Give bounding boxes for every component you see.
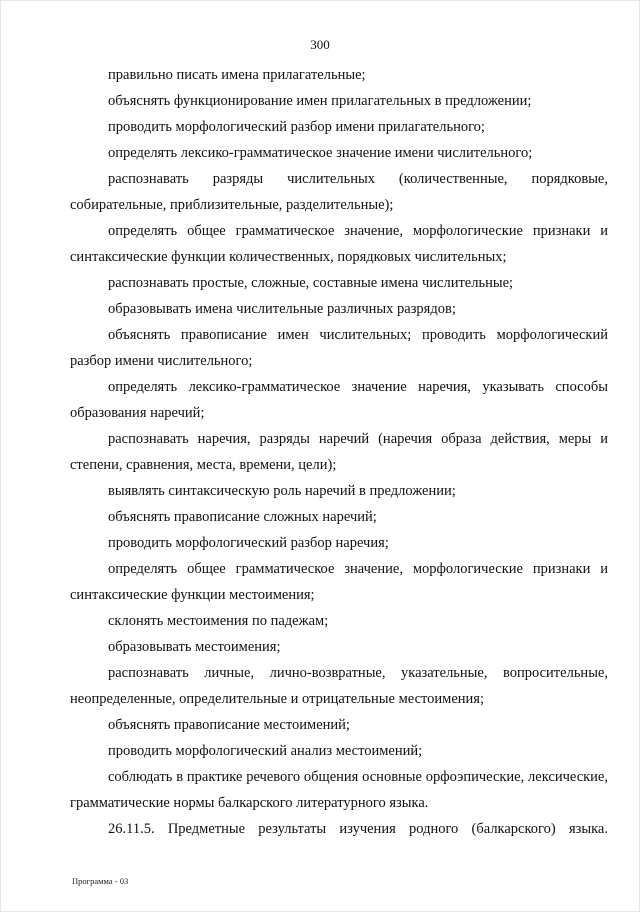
paragraph: соблюдать в практике речевого общения основные орфоэпические, лексические, грамматические нормы балкарского литературного языка. [70, 769, 608, 811]
paragraph: проводить морфологический анализ местоимений; [108, 743, 423, 759]
paragraph: образовывать имена числительные различных разрядов; [108, 301, 456, 317]
paragraph: проводить морфологический разбор имени прилагательного; [108, 119, 485, 135]
paragraph: правильно писать имена прилагательные; [108, 67, 366, 83]
paragraph: объяснять функционирование имен прилагательных в предложении; [108, 93, 532, 109]
paragraph: объяснять правописание имен числительных; проводить морфологический разбор имени числительного; [70, 327, 608, 369]
paragraph: распознавать простые, сложные, составные имена числительные; [108, 275, 514, 291]
section-heading: 26.11.5. Предметные результаты изучения родного (балкарского) языка. [108, 821, 608, 837]
paragraph: определять лексико-грамматическое значение имени числительного; [108, 145, 533, 161]
paragraph: объяснять правописание местоимений; [108, 717, 350, 733]
paragraph: выявлять синтаксическую роль наречий в предложении; [108, 483, 456, 499]
paragraph: определять общее грамматическое значение, морфологические признаки и синтаксические функции количественных, порядковых числительных; [70, 223, 608, 265]
footer-label: Программа - 03 [72, 876, 129, 886]
paragraph: образовывать местоимения; [108, 639, 281, 655]
paragraph: распознавать наречия, разряды наречий (наречия образа действия, меры и степени, сравнения, места, времени, цели); [70, 431, 608, 473]
paragraph: распознавать разряды числительных (количественные, порядковые, собирательные, приблизительные, разделительные); [70, 171, 608, 213]
page-number: 300 [310, 37, 330, 52]
paragraph: объяснять правописание сложных наречий; [108, 509, 377, 525]
paragraph: распознавать личные, лично-возвратные, указательные, вопросительные, неопределенные, определительные и отрицательные местоимения; [70, 665, 608, 707]
body-text [70, 62, 608, 842]
paragraph: проводить морфологический разбор наречия; [108, 535, 389, 551]
paragraph: определять лексико-грамматическое значение наречия, указывать способы образования наречий; [70, 379, 608, 421]
paragraph: склонять местоимения по падежам; [108, 613, 329, 629]
paragraph: определять общее грамматическое значение, морфологические признаки и синтаксические функции местоимения; [70, 561, 608, 603]
